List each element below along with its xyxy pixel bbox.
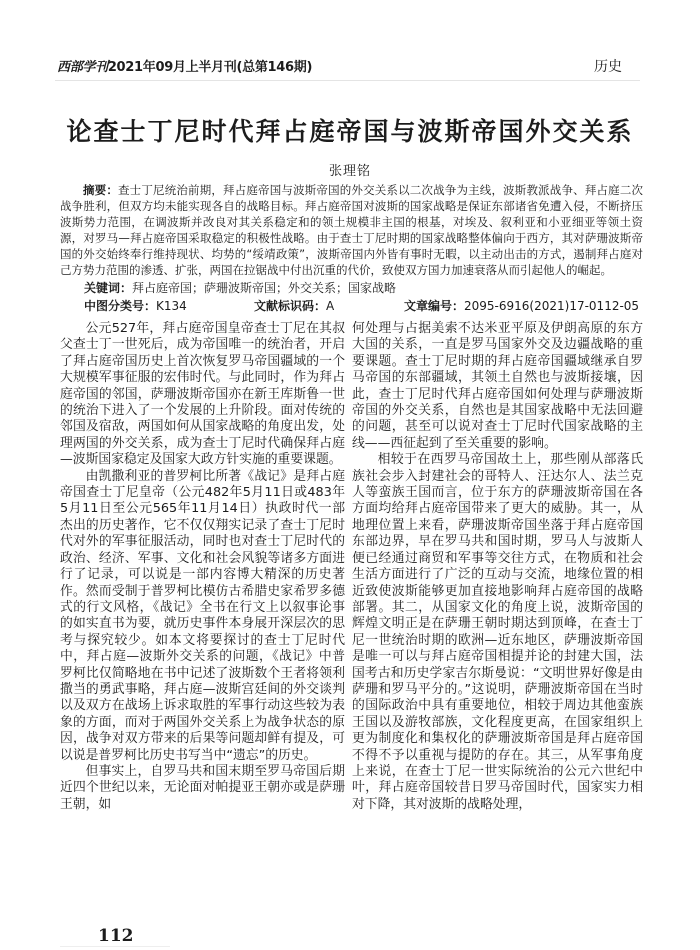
article-author: 张理铭	[328, 164, 371, 179]
article-no-value: 2095-6916(2021)17-0112-05	[464, 299, 640, 313]
article-content	[60, 182, 643, 813]
journal-logo: 西部学刊	[57, 60, 108, 75]
paragraph: 但事实上，自罗马共和国末期至罗马帝国后期近四个世纪以来，无论面对帕提亚王朝亦或是萨珊王朝，如	[60, 763, 345, 812]
article-no-label: 文章编号：	[404, 299, 465, 313]
keywords	[60, 279, 643, 297]
keywords-text: 拜占庭帝国；萨珊波斯帝国；外交关系；国家战略	[132, 281, 397, 295]
paragraph: 由凯撒利亚的普罗柯比所著《战记》是拜占庭帝国查士丁尼皇帝（公元482年5月11日或483年5月11日至公元565年11月14日）执政时代一部杰出的历史著作，它不仅仅翔实记录了查士丁尼时代对外的军事征服活动，同时也对查士丁尼时代的政治、经济、军事、文化和社会风貌等诸多方面进行了记录，可以说是一部内容博大精深的历史著作。然而受制于普罗柯比模仿古希腊史家希罗多德式的行文风格，《战记》全书在行文上以叙事论事的如实直书为要，就历史事件本身展开深层次的思考与探究较少。如本文将要探讨的查士丁尼时代中，拜占庭—波斯外交关系的问题，《战记》中普罗柯比仅简略地在书中记述了波斯数个王者将领利撒当的勇武事略，拜占庭—波斯宫廷间的外交谈判以及双方在战场上诉求取胜的军事行动这些较为表象的方面，而对于两国外交关系上为战争状态的原因，战争对双方带来的后果等问题却鲜有提及，可以说是普罗柯比历史书写当中“遗忘”的历史。	[60, 468, 345, 763]
paragraph: 相较于在西罗马帝国故土上，那些刚从部落氏族社会步入封建社会的哥特人、汪达尔人、法兰克人等蛮族王国而言，位于东方的萨珊波斯帝国在各方面均给拜占庭帝国带来了更大的威胁。其一，从地理位置上来看，萨珊波斯帝国坐落于拜占庭帝国东部边界，早在罗马共和国时期，罗马人与波斯人便已经通过商贸和军事等交往方式，在物质和社会生活方面进行了广泛的互动与交流，地缘位置的相近致使波斯能够更加直接地影响拜占庭帝国的战略部署。其二，从国家文化的角度上说，波斯帝国的辉煌文明正是在萨珊王朝时期达到顶峰，在查士丁尼一世统治时期的欧洲—近东地区，萨珊波斯帝国是唯一可以与拜占庭帝国相提并论的封建大国，法国考古和历史学家吉尔斯曼说：“文明世界好像是由萨珊和罗马平分的。”这说明，萨珊波斯帝国在当时的国际政治中具有重要地位，相较于周边其他蛮族王国以及游牧部族，文化程度更高，在国家组织上更为制度化和集权化的萨珊波斯帝国是拜占庭帝国不得不予以重视与提防的存在。其三，从军事角度上来说，在查士丁尼一世实际统治的公元六世纪中叶，拜占庭帝国较昔日罗马帝国时代，国家实力相对下降，其对波斯的战略处理，	[352, 452, 643, 812]
keywords-label: 关键词：	[84, 281, 133, 295]
abstract	[60, 182, 643, 278]
clc-value: K134	[156, 299, 187, 313]
clc-label: 中图分类号：	[84, 299, 157, 313]
classification-line	[60, 297, 643, 315]
body-column-right	[352, 321, 643, 813]
section-label: 历史	[594, 59, 622, 75]
body-column-left	[60, 321, 345, 813]
abstract-text: 查士丁尼统治前期，拜占庭帝国与波斯帝国的外交关系以二次战争为主线，波斯教派战争、拜占庭二次战争胜利，但双方均未能实现各自的战略目标。拜占庭帝国对波斯的国家战略是保证东部诸省免遭入侵，不断挤压波斯势力范围，在调波斯并改良对其关系稳定和的领土规模非主国的根基，对埃及、叙利亚和小亚细亚等领土资源，对罗马—拜占庭帝国采取稳定的积极性战略。由于查士丁尼时期的国家战略整体偏向于西方，其对萨珊波斯帝国的外交始终奉行维持现状、均势的“绥靖政策”，波斯帝国内外皆有事时无暇，以主动出击的方式，遏制拜占庭对己方势力范围的渗透、扩张，两国在拉锯战中付出沉重的代价，致使双方国力加速衰落从而引起他人的崛起。	[60, 183, 643, 277]
page-number: 112	[98, 926, 134, 946]
paragraph: 公元527年，拜占庭帝国皇帝查士丁尼在其叔父查士丁一世死后，成为帝国唯一的统治者，开启了拜占庭帝国历史上首次恢复罗马帝国疆域的一个大规模军事征服的宏伟时代。与此同时，作为拜占庭帝国的邻国，萨珊波斯帝国亦在新王库斯鲁一世的统治下进入了一个发展的上升阶段。面对传统的邻国及宿敌，两国如何从国家战略的角度出发，处理两国的外交关系，成为查士丁尼时代确保拜占庭—波斯国家稳定及国家大政方针实施的重要课题。	[60, 321, 345, 468]
body-columns	[60, 321, 643, 813]
footer-divider	[60, 946, 170, 947]
doc-code-label: 文献标识码：	[254, 299, 327, 313]
doc-code-value: A	[326, 299, 335, 313]
issue-info: 2021年09月上半月刊(总第146期)	[107, 60, 313, 75]
header-divider	[55, 80, 640, 81]
abstract-label: 摘要：	[83, 183, 119, 197]
paragraph: 何处理与占据美索不达米亚平原及伊朗高原的东方大国的关系，一直是罗马国家外交及边疆战略的重要课题。查士丁尼时期的拜占庭帝国疆域继承自罗马帝国的东部疆域，其领土自然也与波斯接壤，因此，查士丁尼时代拜占庭帝国如何处理与萨珊波斯帝国的外交关系，自然也是其国家战略中无法回避的问题，甚至可以说对查士丁尼时代国家战略的主线——西征起到了至关重要的影响。	[352, 321, 643, 451]
journal-header	[57, 56, 312, 75]
article-title: 论查士丁尼时代拜占庭帝国与波斯帝国外交关系	[66, 117, 634, 146]
